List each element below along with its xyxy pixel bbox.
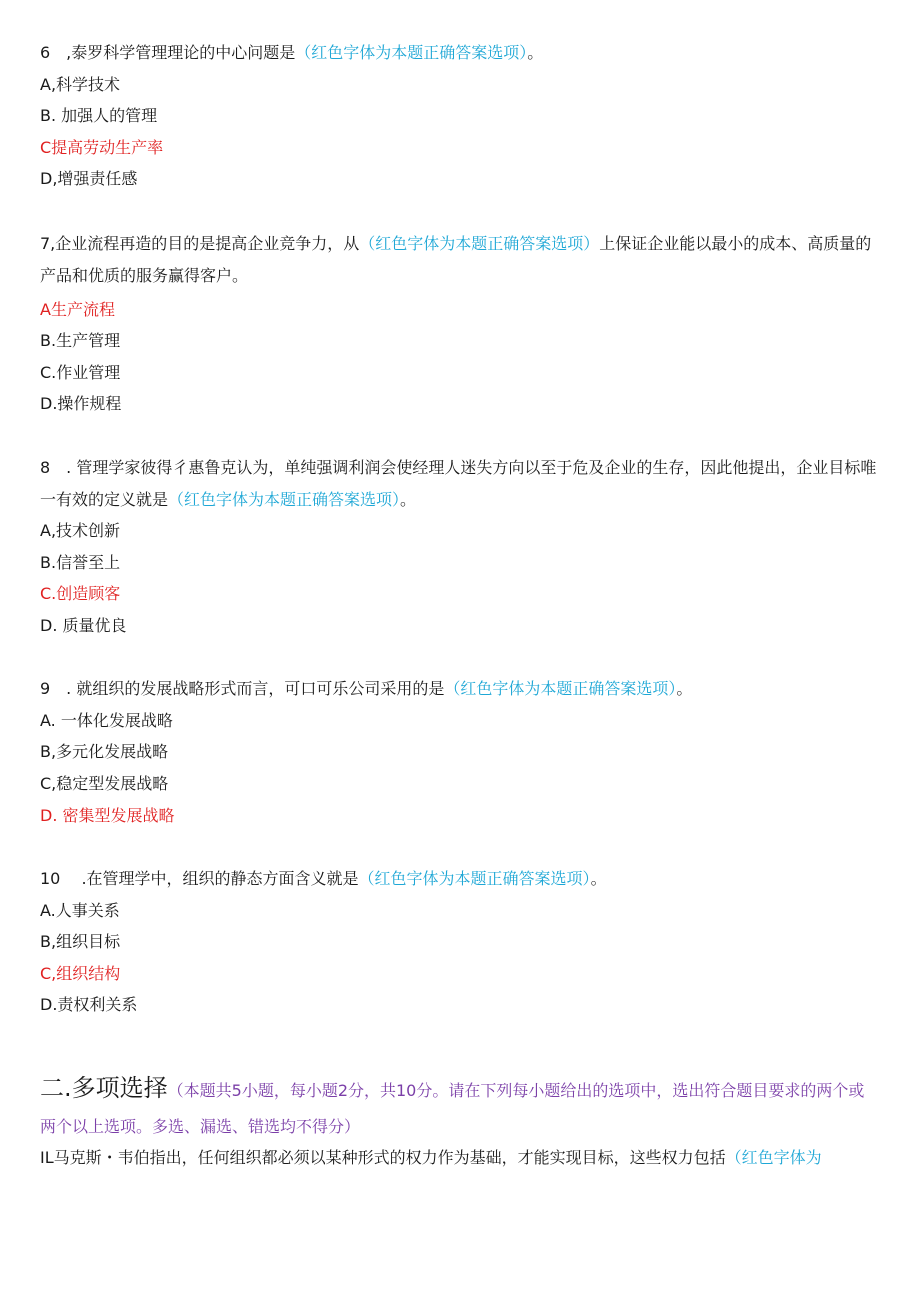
question-6-stem-end: 。 bbox=[527, 43, 544, 62]
question-7-option-b: B.生产管理 bbox=[40, 331, 121, 350]
question-10-option-c-correct: C,组织结构 bbox=[40, 964, 121, 983]
question-8-stem-end: 。 bbox=[400, 490, 417, 509]
question-6-stem bbox=[40, 43, 880, 63]
question-10-stem-end: 。 bbox=[590, 869, 607, 888]
question-10-stem-text: 10 .在管理学中，组织的静态方面含义就是 bbox=[40, 869, 359, 888]
question-6-hint: （红色字体为本题正确答案选项） bbox=[295, 43, 528, 62]
question-6-stem-text: 6 ,泰罗科学管理理论的中心问题是 bbox=[40, 43, 296, 62]
question-10-hint: （红色字体为本题正确答案选项） bbox=[358, 869, 591, 888]
question-6-option-a: A,科学技术 bbox=[40, 75, 121, 94]
question-8-stem-text: 8 . 管理学家彼得彳惠鲁克认为，单纯强调利润会使经理人迷失方向以至于危及企业的生存，因此他提出，企业目标唯一有效的定义就是 bbox=[40, 458, 877, 509]
question-7-stem bbox=[40, 228, 880, 292]
question-8-option-b: B.信誉至上 bbox=[40, 553, 121, 572]
question-11-stem-text: IL马克斯・韦伯指出，任何组织都必须以某种形式的权力作为基础，才能实现目标，这些权力包括 bbox=[40, 1148, 726, 1167]
question-9-option-d-correct: D. 密集型发展战略 bbox=[40, 806, 175, 825]
question-9-stem bbox=[40, 679, 880, 699]
question-6-option-d: D,增强责任感 bbox=[40, 169, 138, 188]
question-7-hint: （红色字体为本题正确答案选项） bbox=[359, 234, 600, 253]
question-7-stem-text: 7,企业流程再造的目的是提高企业竞争力，从 bbox=[40, 234, 360, 253]
question-8-option-c-correct: C.创造顾客 bbox=[40, 584, 121, 603]
question-9-option-b: B,多元化发展战略 bbox=[40, 742, 169, 761]
question-11-hint: （红色字体为 bbox=[725, 1148, 822, 1167]
question-9-stem-text: 9 . 就组织的发展战略形式而言，可口可乐公司采用的是 bbox=[40, 679, 445, 698]
question-7-option-c: C.作业管理 bbox=[40, 363, 121, 382]
question-10-option-b: B,组织目标 bbox=[40, 932, 121, 951]
question-8-stem bbox=[40, 452, 880, 516]
question-9-option-c: C,稳定型发展战略 bbox=[40, 774, 169, 793]
section-2-description: （本题共5小题，每小题2分，共10分。请在下列每小题给出的选项中，选出符合题目要求的两个或两个以上选项。多选、漏选、错选均不得分） bbox=[40, 1081, 865, 1136]
section-2-header bbox=[40, 1070, 880, 1145]
question-6-option-c-correct: C提高劳动生产率 bbox=[40, 138, 164, 157]
section-2-title: 二.多项选择 bbox=[40, 1074, 168, 1102]
question-6-option-b: B. 加强人的管理 bbox=[40, 106, 158, 125]
question-9-stem-end: 。 bbox=[676, 679, 693, 698]
question-8-option-a: A,技术创新 bbox=[40, 521, 121, 540]
question-10-option-a: A.人事关系 bbox=[40, 901, 120, 920]
question-8-hint: （红色字体为本题正确答案选项） bbox=[168, 490, 401, 509]
question-9-hint: （红色字体为本题正确答案选项） bbox=[444, 679, 677, 698]
question-7-stem-end: 上保证企业能以最小的成本、高质量的产品和优质的服务赢得客户。 bbox=[40, 234, 872, 285]
question-10-option-d: D.责权利关系 bbox=[40, 995, 138, 1014]
question-10-stem bbox=[40, 869, 880, 889]
question-7-option-a-correct: A生产流程 bbox=[40, 300, 115, 319]
question-9-option-a: A. 一体化发展战略 bbox=[40, 711, 173, 730]
question-8-option-d: D. 质量优良 bbox=[40, 616, 127, 635]
question-11-stem bbox=[40, 1148, 880, 1168]
question-7-option-d: D.操作规程 bbox=[40, 394, 122, 413]
